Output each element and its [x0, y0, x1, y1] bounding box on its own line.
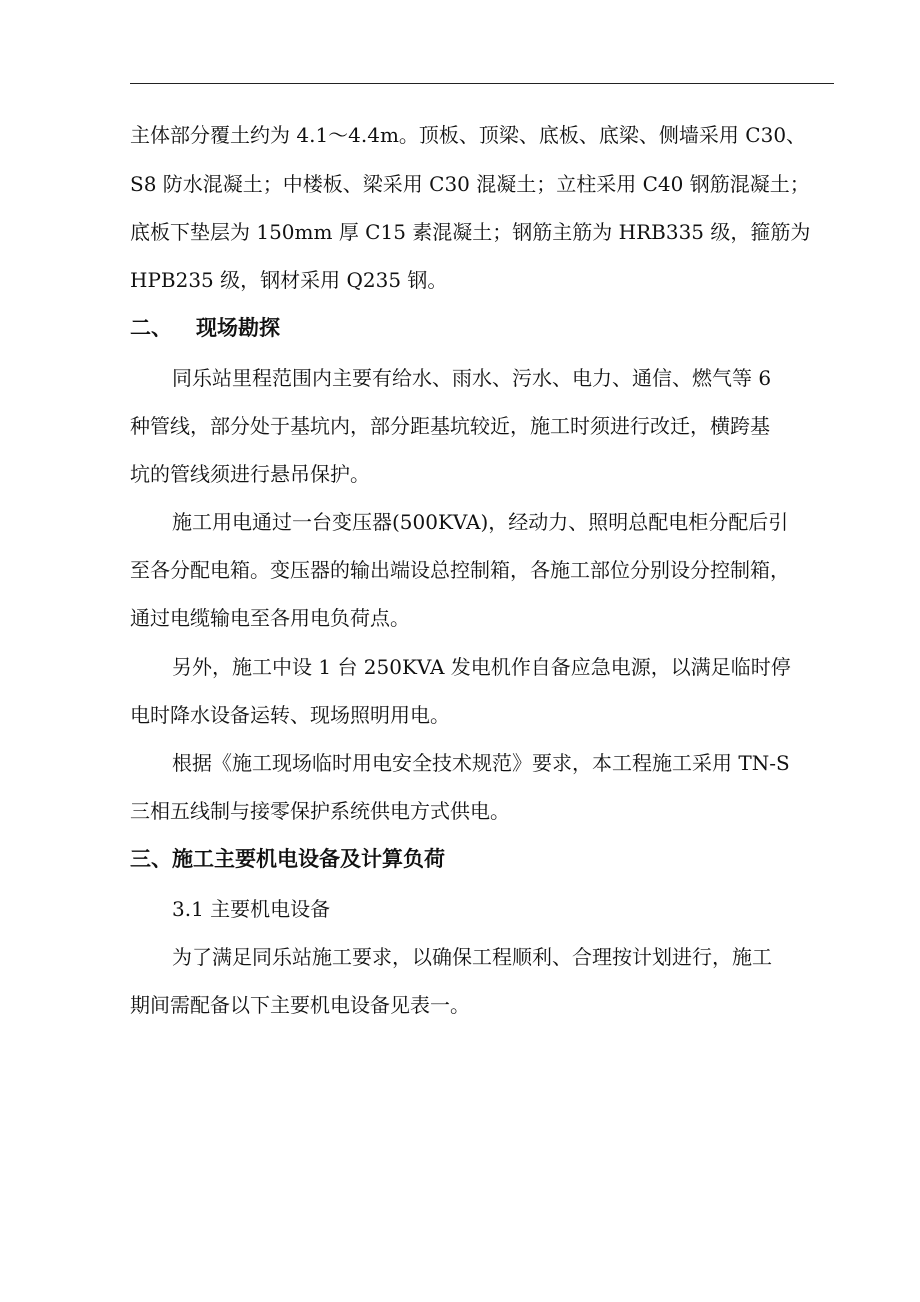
text-line: 电时降水设备运转、现场照明用电。: [130, 703, 450, 727]
text-line: 施工用电通过一台变压器(500KVA)，经动力、照明总配电柜分配后引: [172, 510, 789, 534]
text-line: 为了满足同乐站施工要求，以确保工程顺利、合理按计划进行，施工: [172, 945, 772, 969]
section-number: 二、: [130, 316, 172, 340]
header-rule: [130, 83, 834, 84]
text-line: 根据《施工现场临时用电安全技术规范》要求，本工程施工采用 TN-S: [172, 751, 790, 775]
text-line: 通过电缆输电至各用电负荷点。: [130, 606, 410, 630]
section-heading: 三、施工主要机电设备及计算负荷: [130, 847, 445, 871]
text-line: 至各分配电箱。变压器的输出端设总控制箱，各施工部位分别设分控制箱，: [130, 558, 790, 582]
text-line: 主体部分覆土约为 4.1～4.4m。顶板、顶梁、底板、底梁、侧墙采用 C30、: [130, 123, 807, 147]
text-line: S8 防水混凝土；中楼板、梁采用 C30 混凝土；立柱采用 C40 钢筋混凝土；: [130, 172, 810, 196]
section-title: 现场勘探: [196, 316, 280, 340]
text-line: 另外，施工中设 1 台 250KVA 发电机作自备应急电源，以满足临时停: [172, 655, 791, 679]
text-line: 种管线，部分处于基坑内，部分距基坑较近，施工时须进行改迁，横跨基: [130, 414, 770, 438]
text-line: 坑的管线须进行悬吊保护。: [130, 462, 370, 486]
text-line: HPB235 级，钢材采用 Q235 钢。: [130, 268, 448, 292]
text-line: 同乐站里程范围内主要有给水、雨水、污水、电力、通信、燃气等 6: [172, 366, 772, 390]
subsection-heading: 3.1 主要机电设备: [172, 897, 331, 921]
text-line: 底板下垫层为 150mm 厚 C15 素混凝土；钢筋主筋为 HRB335 级，箍筋为: [130, 220, 811, 244]
text-line: 期间需配备以下主要机电设备见表一。: [130, 993, 470, 1017]
text-line: 三相五线制与接零保护系统供电方式供电。: [130, 799, 510, 823]
section-heading: [130, 316, 280, 340]
